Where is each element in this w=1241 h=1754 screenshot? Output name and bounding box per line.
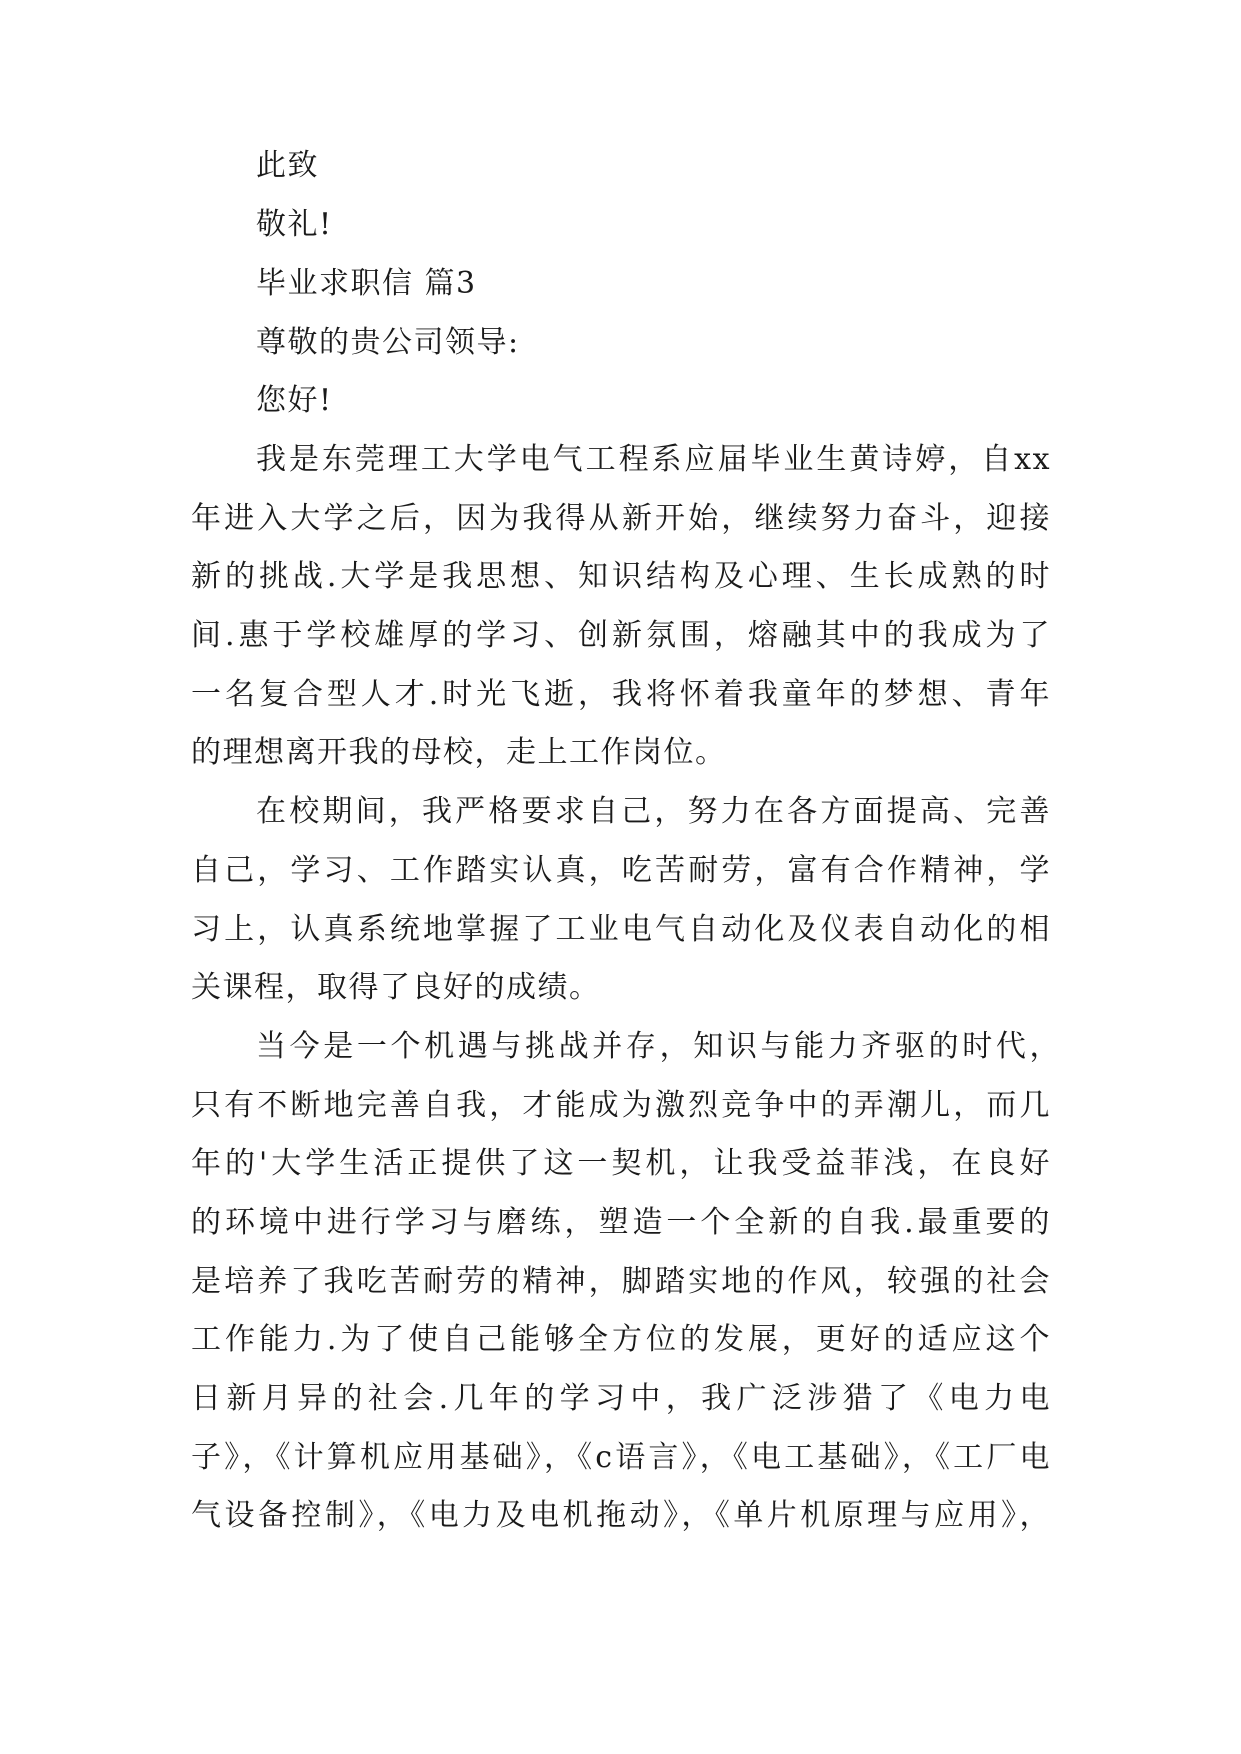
paragraph-3-line-2: 只有不断地完善自我，才能成为激烈竞争中的弄潮儿，而几 — [191, 1088, 1051, 1123]
paragraph-3-line-3: 年的'大学生活正提供了这一契机，让我受益菲浅，在良好 — [191, 1146, 1051, 1181]
paragraph-1-line-5: 一名复合型人才.时光飞逝，我将怀着我童年的梦想、青年 — [191, 677, 1051, 712]
paragraph-2-line-4: 关课程，取得了良好的成绩。 — [191, 970, 601, 1005]
paragraph-3-line-7: 日新月异的社会.几年的学习中，我广泛涉猎了《电力电 — [191, 1381, 1051, 1416]
paragraph-3-line-9: 气设备控制》，《电力及电机拖动》，《单片机原理与应用》， — [191, 1498, 1051, 1533]
paragraph-3-line-4: 的环境中进行学习与磨练，塑造一个全新的自我.最重要的 — [191, 1205, 1051, 1240]
paragraph-3-line-1: 当今是一个机遇与挑战并存，知识与能力齐驱的时代， — [256, 1029, 1061, 1064]
paragraph-1-line-2: 年进入大学之后，因为我得从新开始，继续努力奋斗，迎接 — [191, 501, 1051, 536]
paragraph-3-line-8: 子》，《计算机应用基础》，《c语言》，《电工基础》，《工厂电 — [191, 1440, 1051, 1475]
closing-line-1: 此致 — [256, 148, 319, 183]
greeting: 您好! — [256, 383, 333, 418]
paragraph-3-line-5: 是培养了我吃苦耐劳的精神，脚踏实地的作风，较强的社会 — [191, 1264, 1051, 1299]
paragraph-2-line-2: 自己，学习、工作踏实认真，吃苦耐劳，富有合作精神，学 — [191, 853, 1051, 888]
salutation: 尊敬的贵公司领导: — [256, 325, 520, 360]
paragraph-1-line-3: 新的挑战.大学是我思想、知识结构及心理、生长成熟的时 — [191, 559, 1051, 594]
paragraph-1-line-1: 我是东莞理工大学电气工程系应届毕业生黄诗婷，自xx — [256, 442, 1051, 477]
closing-line-2: 敬礼! — [256, 207, 333, 242]
paragraph-1-line-4: 间.惠于学校雄厚的学习、创新氛围，熔融其中的我成为了 — [191, 618, 1051, 653]
paragraph-2-line-1: 在校期间，我严格要求自己，努力在各方面提高、完善 — [256, 794, 1051, 829]
paragraph-3-line-6: 工作能力.为了使自己能够全方位的发展，更好的适应这个 — [191, 1322, 1051, 1357]
paragraph-2-line-3: 习上，认真系统地掌握了工业电气自动化及仪表自动化的相 — [191, 912, 1051, 947]
section-heading: 毕业求职信 篇3 — [256, 266, 477, 301]
paragraph-1-line-6: 的理想离开我的母校，走上工作岗位。 — [191, 735, 727, 770]
